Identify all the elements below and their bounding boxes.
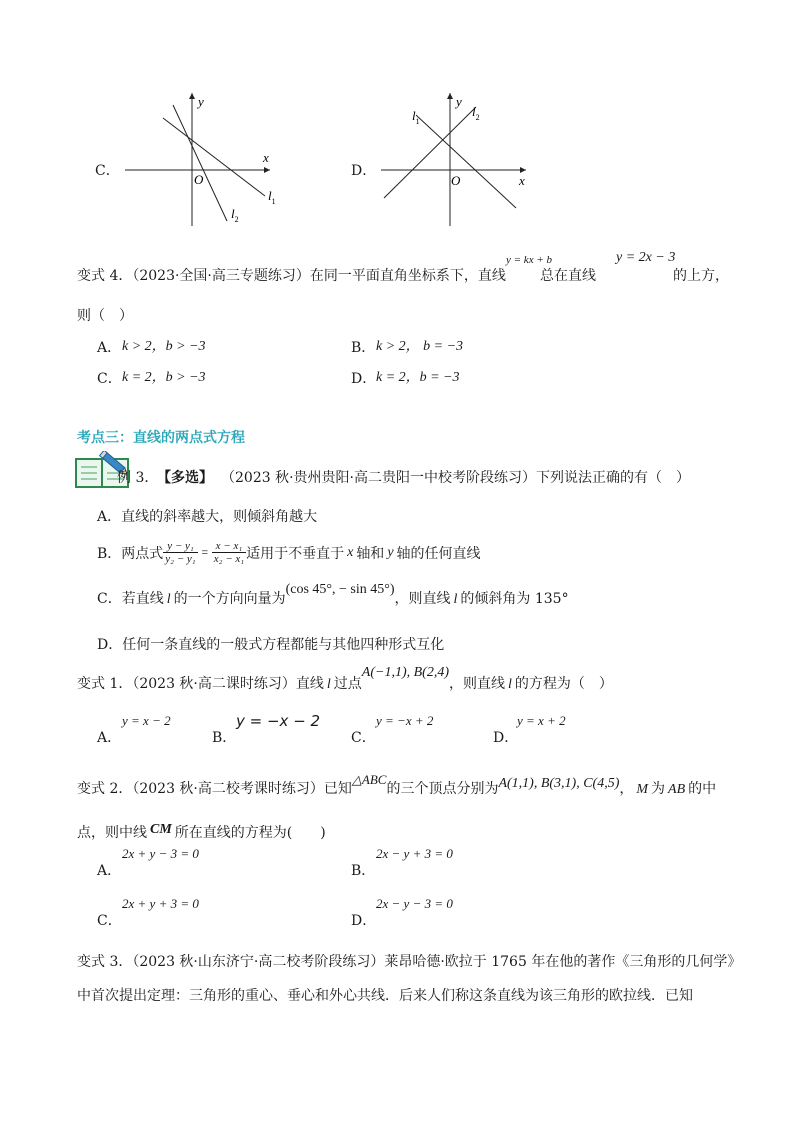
line-l2: [173, 105, 227, 221]
v3-line2: 中首次提出定理：三角形的重心、垂心和外心共线．后来人们称这条直线为该三角形的欧拉线．已知: [77, 988, 693, 1004]
v4-eq2: y = 2x − 3: [616, 250, 676, 265]
v4-option-b: k > 2， b = −3: [376, 339, 464, 354]
ex3-text: （2023 秋·贵州贵阳·高二贵阳一中校考阶段练习）下列说法正确的有（ ）: [221, 470, 690, 486]
fraction-x: $\frac{\text{x − x₁}}{\text{x₂ − x₁}}$: [213, 540, 245, 565]
v4-suffix: 的上方，: [673, 268, 729, 284]
axis-x-label: x: [519, 173, 525, 188]
ex3-prefix: 例 3．: [117, 470, 159, 486]
v4-option-c: k = 2，b > −3: [122, 370, 206, 385]
v4-option-c-label: C．: [97, 371, 122, 387]
l2-label: $l_2$: [472, 104, 480, 122]
ex3-option-b: B．两点式 $\frac{\text{y − y₁}}{\text{y₂ − y₁}}$ = $\frac{\text{x − x₁}}{\text{x₂ − x₁}}$ 适用于不垂直于 x 轴和 y 轴的任何直线: [97, 540, 481, 565]
v2-stem-line2: 点，则中线 CM 所在直线的方程为( ): [77, 822, 326, 841]
option-d-label: D．: [351, 163, 377, 179]
v1-option-d-label: D．: [493, 730, 519, 746]
axis-x-label: x: [263, 150, 269, 165]
section-title: 考点三：直线的两点式方程: [77, 430, 245, 446]
v4-line2: 则（ ）: [77, 308, 133, 324]
graph-d: [376, 88, 536, 228]
v2-option-c-label: C．: [97, 913, 122, 929]
v2-option-a: 2x + y − 3 = 0: [122, 846, 199, 861]
v1-option-a-label: A．: [97, 730, 122, 746]
v4-mid: 总在直线: [540, 268, 596, 284]
l1-label: $l_1$: [268, 188, 276, 206]
ex3-option-a: A．直线的斜率越大，则倾斜角越大: [97, 509, 318, 525]
v1-option-a: y = x − 2: [122, 713, 171, 728]
v1-option-c: y = −x + 2: [376, 713, 434, 728]
v4-option-d: k = 2，b = −3: [376, 370, 460, 385]
axis-y-label: y: [456, 94, 462, 109]
origin-label: O: [451, 173, 461, 188]
line-l2: [384, 107, 476, 198]
v4-option-a-label: A．: [97, 340, 122, 356]
line-l1: [163, 118, 265, 196]
v4-option-d-label: D．: [351, 371, 377, 387]
v2-stem: 变式 2．（2023 秋·高二校考课时练习）已知 △ABC 的三个顶点分别为 A(1,1), B(3,1), C(4,5) ， M 为 AB 的中: [77, 772, 717, 797]
v2-option-d: 2x − y − 3 = 0: [376, 896, 453, 911]
v2-option-c: 2x + y + 3 = 0: [122, 896, 199, 911]
l1-label: $l_1$: [412, 108, 420, 126]
v2-option-b: 2x − y + 3 = 0: [376, 846, 453, 861]
v4-eq1: y = kx + b: [506, 254, 552, 266]
l2-label: $l_2$: [231, 206, 239, 224]
v4-option-b-label: B．: [351, 340, 376, 356]
v1-option-b-label: B．: [212, 730, 237, 746]
v4-prefix: 变式 4．（2023·全国·高三专题练习）在同一平面直角坐标系下，直线: [77, 268, 506, 284]
ex3-tag: 【多选】: [157, 470, 213, 486]
origin-label: O: [194, 172, 204, 187]
v3-line1: 变式 3．（2023 秋·山东济宁·高二校考阶段练习）莱昂哈德·欧拉于 1765 年在他的著作《三角形的几何学》: [77, 954, 742, 970]
graph-c: [120, 88, 290, 228]
v2-option-d-label: D．: [351, 913, 377, 929]
line-l1: [416, 115, 516, 208]
v4-option-a: k > 2，b > −3: [122, 339, 206, 354]
fraction-y: $\frac{\text{y − y₁}}{\text{y₂ − y₁}}$: [165, 540, 196, 565]
v1-option-d: y = x + 2: [517, 713, 566, 728]
v1-stem: 变式 1．（2023 秋·高二课时练习）直线 l 过点 A(−1,1), B(2,4) ，则直线 l 的方程为（ ）: [77, 665, 613, 692]
ex3-option-c: C．若直线 l 的一个方向向量为 (cos 45°, − sin 45°) ，则直线 l 的倾斜角为 135°: [97, 582, 569, 607]
v1-option-c-label: C．: [351, 730, 376, 746]
axis-y-label: y: [198, 94, 204, 109]
v1-option-b: y = −x − 2: [236, 712, 321, 730]
v2-option-b-label: B．: [351, 863, 376, 879]
ex3-option-d: D．任何一条直线的一般式方程都能与其他四种形式互化: [97, 637, 445, 653]
option-c-label: C．: [95, 163, 120, 179]
v2-option-a-label: A．: [97, 863, 122, 879]
